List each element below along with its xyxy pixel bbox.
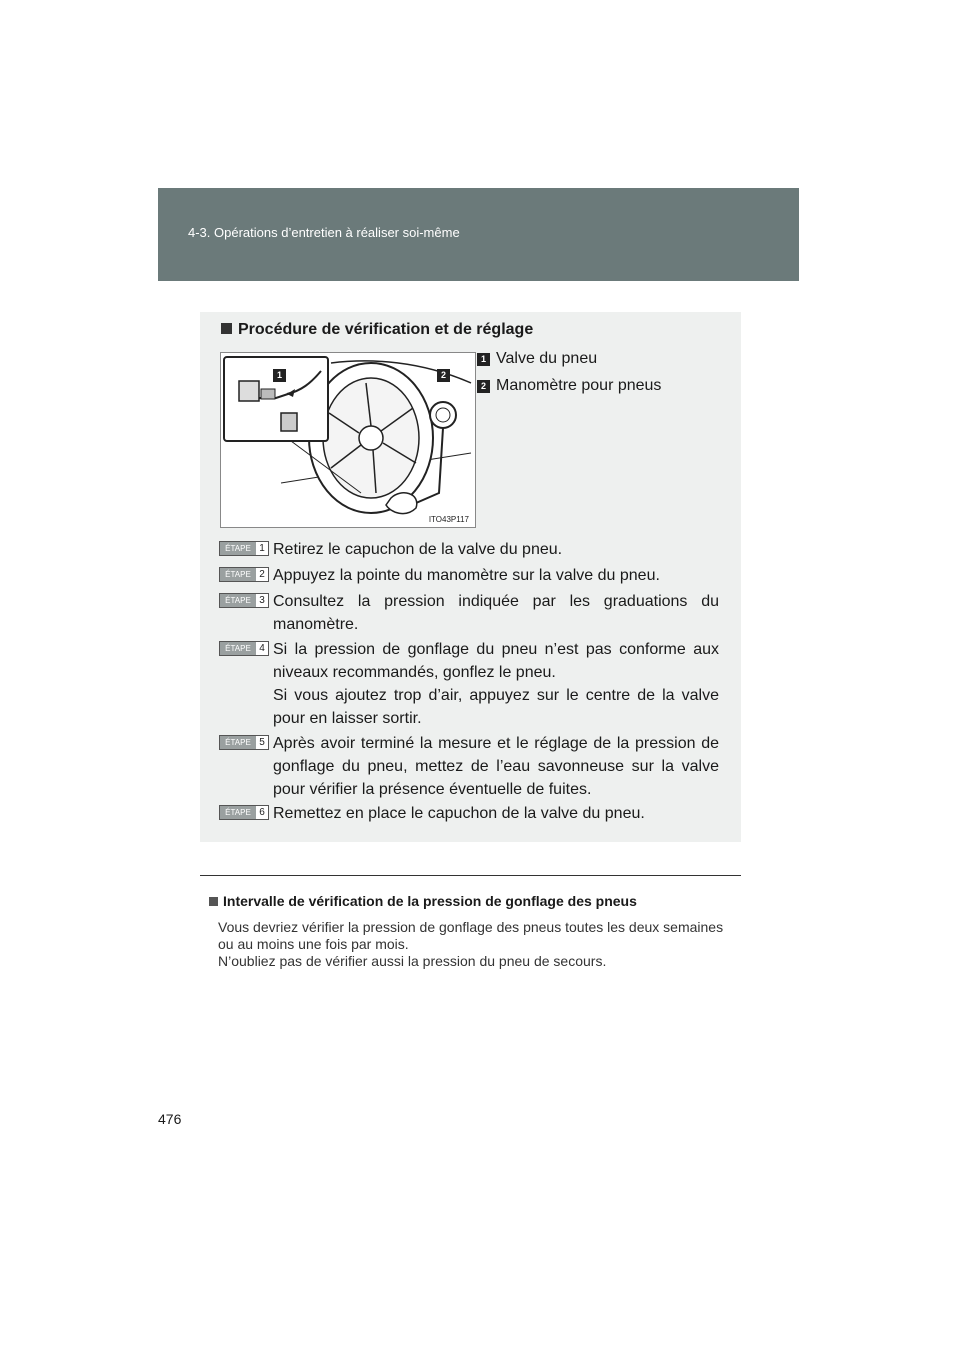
- legend-item-valve: 1 Valve du pneu: [477, 350, 597, 368]
- square-bullet-icon: [209, 897, 218, 906]
- step-5: ÉTAPE 5 Après avoir terminé la mesure et le réglage de la pression de gonflage du pneu, mettez de l’eau savonneuse sur la valve pour vérifier la présence éventuelle de fuites.: [219, 732, 719, 801]
- step-badge: ÉTAPE 6: [219, 805, 269, 820]
- page-number: 476: [158, 1111, 182, 1127]
- square-bullet-icon: [221, 323, 232, 334]
- callout-1-marker: 1: [273, 369, 286, 382]
- tire-valve-illustration: [220, 352, 476, 528]
- step-badge: ÉTAPE 1: [219, 541, 269, 556]
- procedure-heading: Procédure de vérification et de réglage: [221, 321, 533, 339]
- step-1: ÉTAPE 1 Retirez le capuchon de la valve du pneu.: [219, 538, 719, 561]
- step-3: ÉTAPE 3 Consultez la pression indiquée par les graduations du manomètre.: [219, 590, 719, 636]
- step-badge: ÉTAPE 3: [219, 593, 269, 608]
- step-badge: ÉTAPE 4: [219, 641, 269, 656]
- step-6: ÉTAPE 6 Remettez en place le capuchon de la valve du pneu.: [219, 802, 719, 825]
- legend-item-gauge: 2 Manomètre pour pneus: [477, 377, 661, 395]
- step-badge: ÉTAPE 2: [219, 567, 269, 582]
- step-4: ÉTAPE 4 Si la pression de gonflage du pneu n’est pas conforme aux niveaux recommandés, gonflez le pneu. Si vous ajoutez trop d’air, appuyez sur le centre de la valve pour en laisser sortir.: [219, 638, 719, 730]
- section-header: [158, 188, 799, 281]
- note-body: Vous devriez vérifier la pression de gonflage des pneus toutes les deux semaines ou au moins une fois par mois. N’oubliez pas de vérifier aussi la pression du pneu de secours.: [218, 919, 724, 969]
- procedure-box: [200, 312, 741, 842]
- callout-2-marker: 2: [437, 369, 450, 382]
- section-title: 4-3. Opérations d’entretien à réaliser soi-même: [188, 225, 460, 240]
- section-divider: [200, 875, 741, 876]
- note-title: Intervalle de vérification de la pression de gonflage des pneus: [209, 893, 637, 909]
- figure-code: ITO43P117: [428, 515, 469, 524]
- step-2: ÉTAPE 2 Appuyez la pointe du manomètre sur la valve du pneu.: [219, 564, 719, 587]
- step-badge: ÉTAPE 5: [219, 735, 269, 750]
